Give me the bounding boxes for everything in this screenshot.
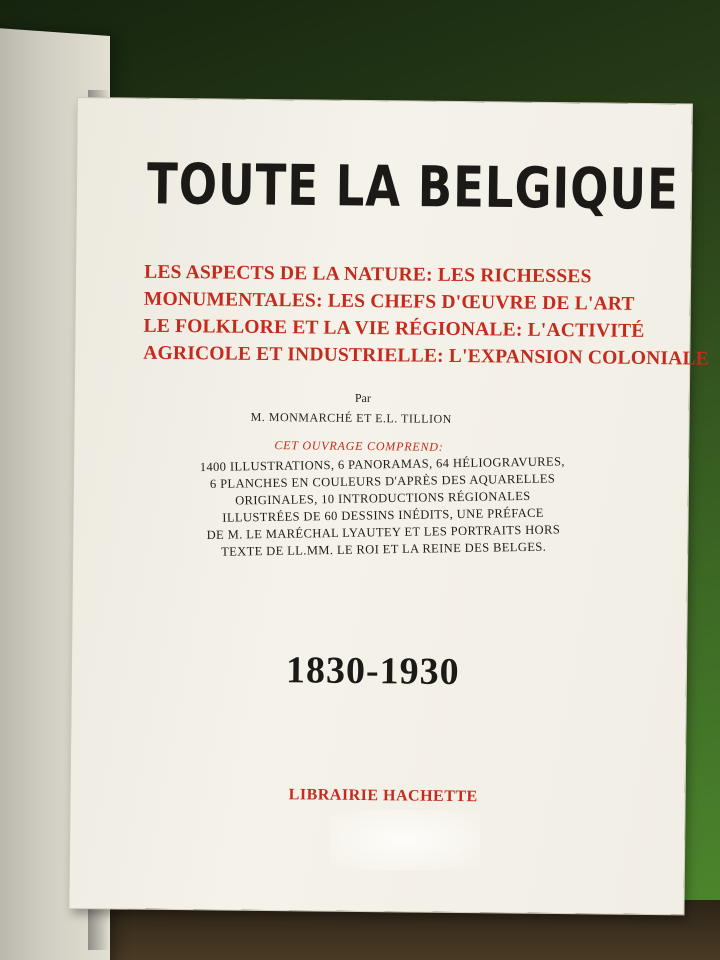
- contents-line: DE M. LE MARÉCHAL LYAUTEY ET LES PORTRAITS HORS: [206, 522, 561, 542]
- publisher: LIBRAIRIE HACHETTE: [288, 786, 478, 806]
- subtitle-line: MONUMENTALES: LES CHEFS D'ŒUVRE DE L'ART: [143, 288, 635, 315]
- contents-line: 1400 ILLUSTRATIONS, 6 PANORAMAS, 64 HÉLIOGRAVURES,: [199, 454, 565, 475]
- contents-description: [192, 453, 574, 561]
- book-title: TOUTE LA BELGIQUE: [146, 150, 680, 223]
- by-label: Par: [354, 390, 371, 406]
- contents-line: ORIGINALES, 10 INTRODUCTIONS RÉGIONALES: [235, 488, 531, 508]
- book-subtitle: [143, 259, 710, 372]
- subtitle-line: AGRICOLE ET INDUSTRIELLE: L'EXPANSION COLONIALE: [143, 342, 710, 370]
- contents-heading: CET OUVRAGE COMPREND:: [274, 438, 444, 454]
- contents-line: TEXTE DE LL.MM. LE ROI ET LA REINE DES BELGES.: [221, 539, 547, 559]
- title-page: [70, 98, 710, 914]
- contents-line: 6 PLANCHES EN COULEURS D'APRÈS DES AQUARELLES: [209, 471, 556, 491]
- subtitle-line: LE FOLKLORE ET LA VIE RÉGIONALE: L'ACTIVITÉ: [143, 315, 645, 342]
- authors: M. MONMARCHÉ ET E.L. TILLION: [250, 409, 452, 426]
- contents-line: ILLUSTRÉES DE 60 DESSINS INÉDITS, UNE PRÉFACE: [222, 505, 545, 525]
- years: 1830-1930: [285, 649, 460, 694]
- subtitle-line: LES ASPECTS DE LA NATURE: LES RICHESSES: [144, 261, 592, 288]
